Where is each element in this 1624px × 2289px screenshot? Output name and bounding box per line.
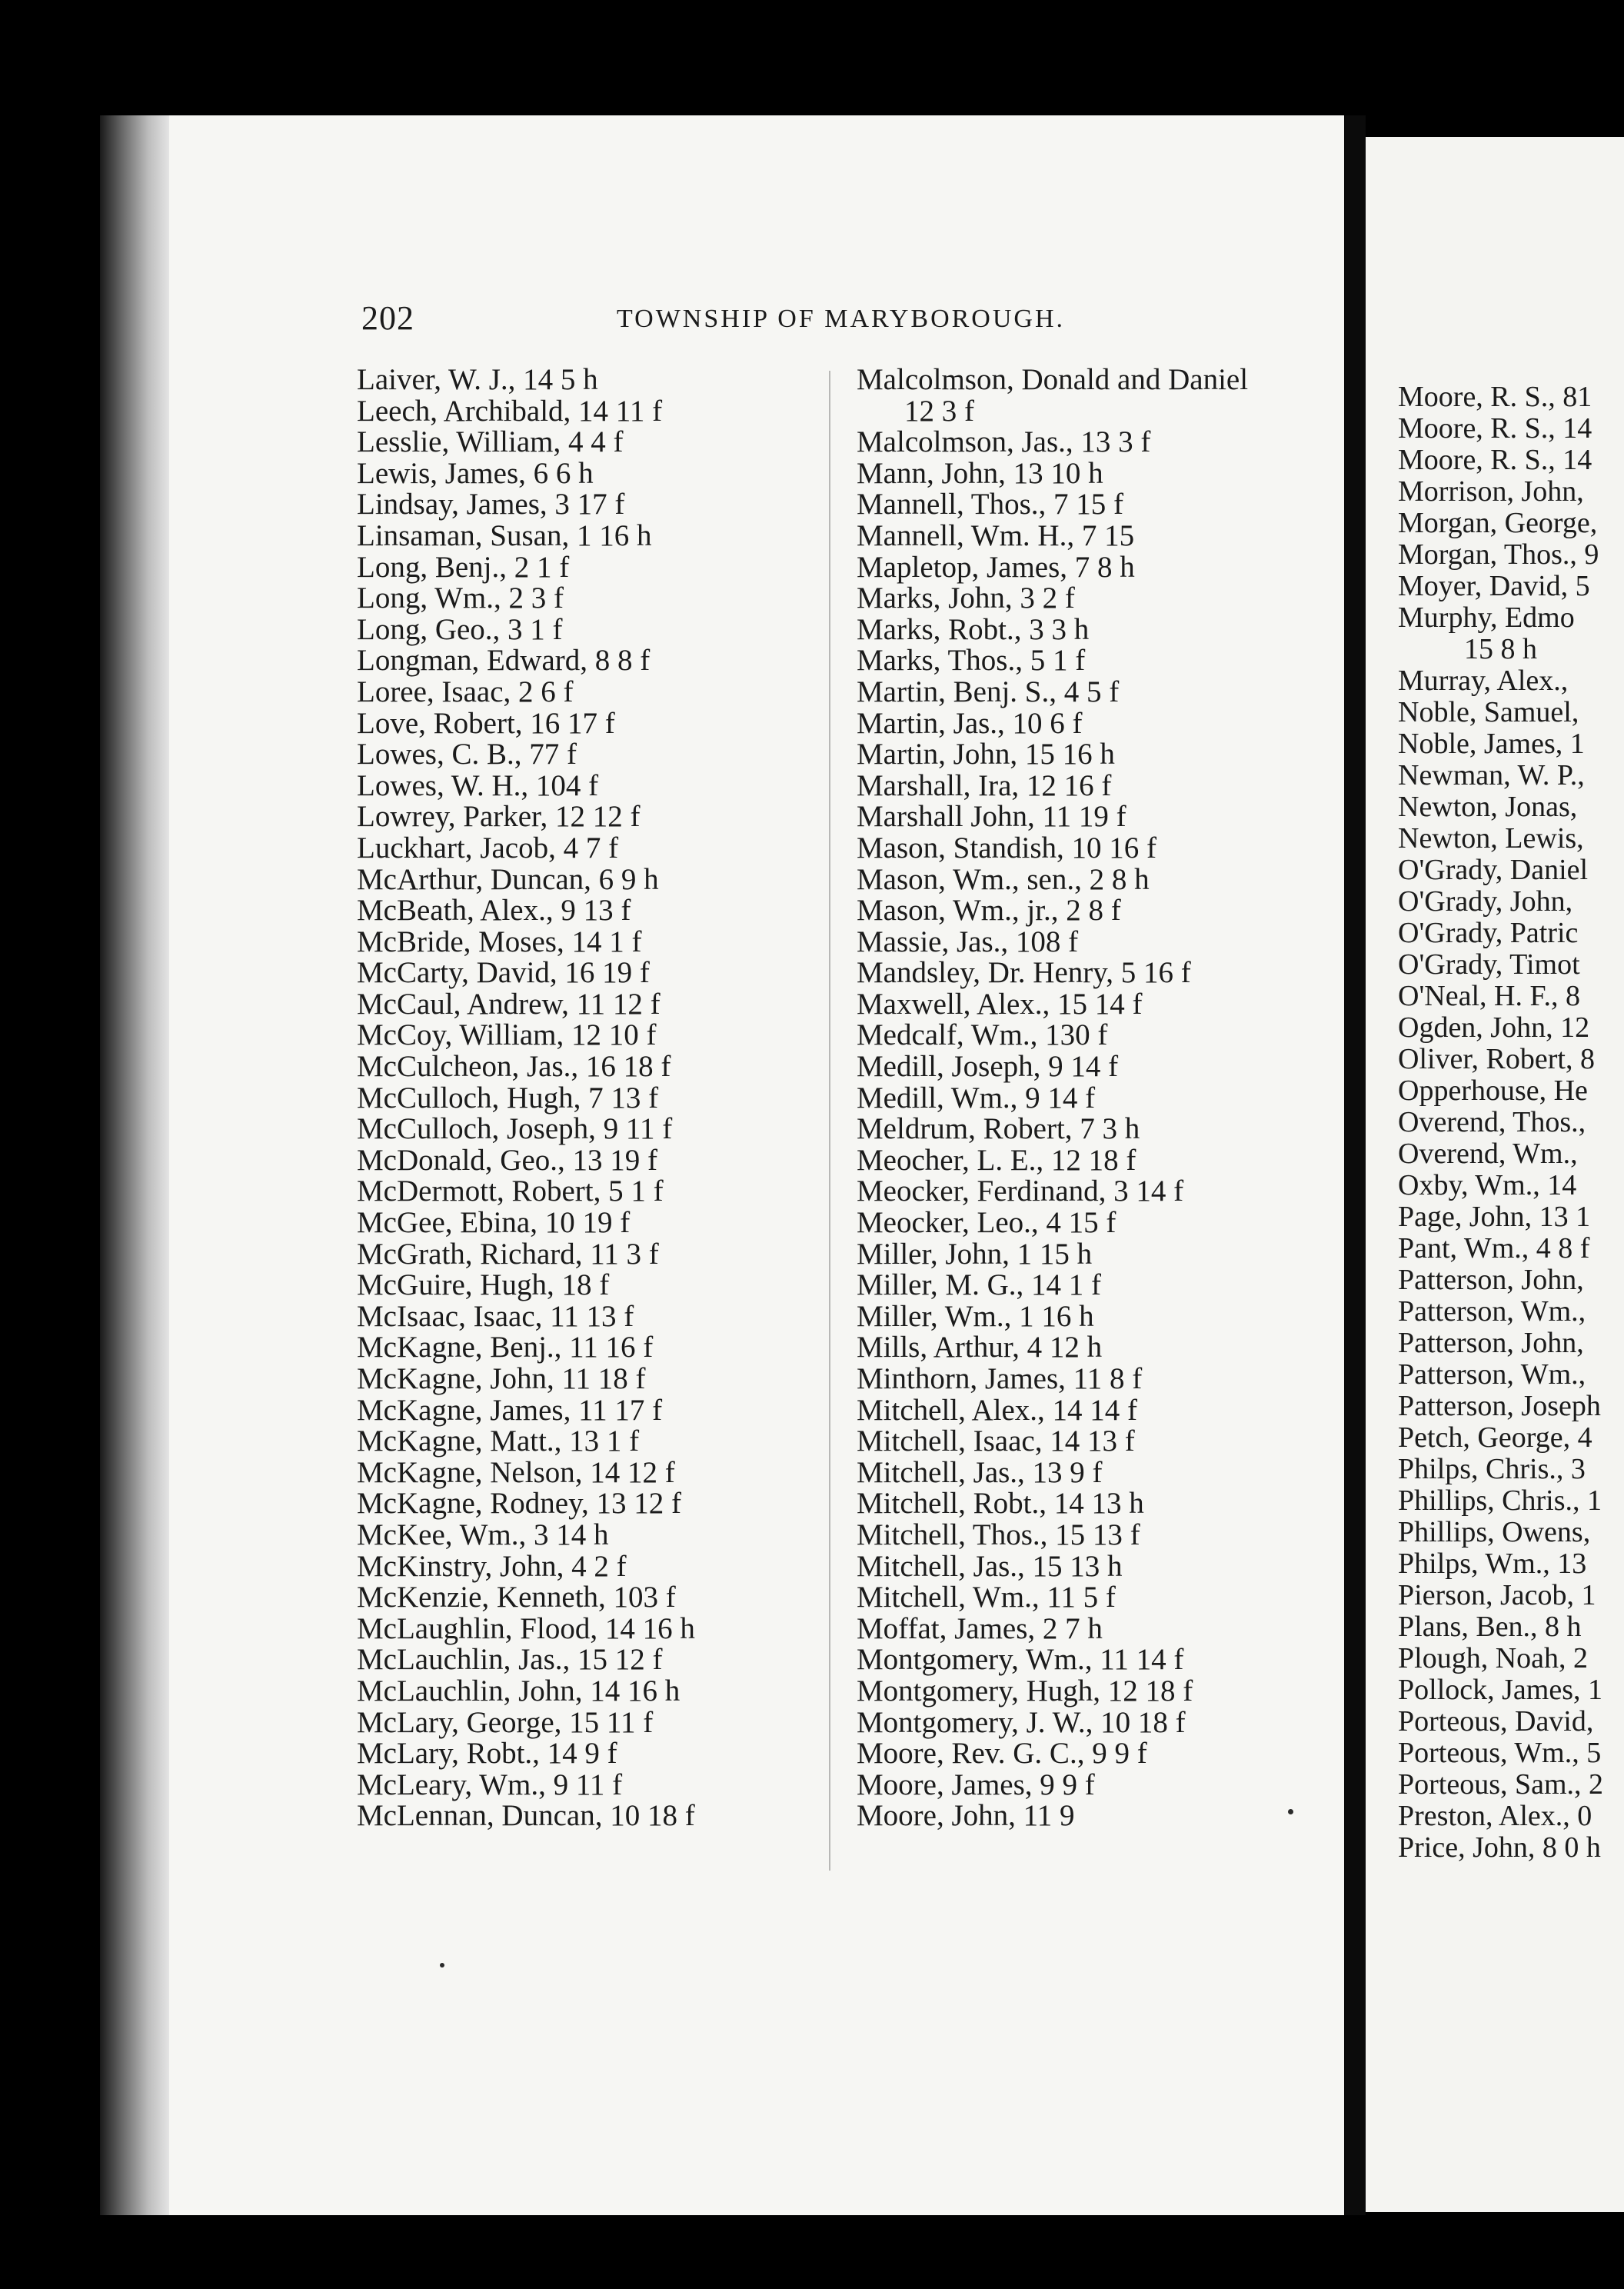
directory-entry: McKagne, John, 11 18 f: [357, 1362, 646, 1395]
directory-entry: Montgomery, Hugh, 12 18 f: [857, 1674, 1193, 1708]
column-divider: [829, 371, 830, 1871]
print-speck: [1288, 1809, 1293, 1814]
directory-entry: Mitchell, Thos., 15 13 f: [857, 1518, 1140, 1551]
directory-entry: Mitchell, Wm., 11 5 f: [857, 1581, 1116, 1614]
directory-entry: Pollock, James, 1: [1398, 1674, 1602, 1706]
directory-entry: Malcolmson, Donald and Daniel: [857, 363, 1249, 396]
directory-column-middle: [857, 365, 1248, 1832]
directory-entry: Luckhart, Jacob, 4 7 f: [357, 831, 619, 865]
directory-entry: O'Grady, John,: [1398, 885, 1573, 918]
directory-entry: Marks, John, 3 2 f: [857, 581, 1075, 615]
directory-entry: McGrath, Richard, 11 3 f: [357, 1237, 659, 1271]
directory-entry: Preston, Alex., 0: [1398, 1800, 1592, 1832]
directory-entry: Phillips, Owens,: [1398, 1516, 1591, 1548]
directory-column-right: [1398, 382, 1603, 1864]
directory-entry: Linsaman, Susan, 1 16 h: [357, 518, 652, 552]
directory-entry: Minthorn, James, 11 8 f: [857, 1362, 1143, 1395]
print-speck: [440, 1963, 444, 1967]
directory-entry: McLauchlin, John, 14 16 h: [357, 1674, 681, 1708]
directory-entry: Morgan, George,: [1398, 507, 1598, 539]
directory-entry: McLauchlin, Jas., 15 12 f: [357, 1643, 663, 1677]
directory-entry: McArthur, Duncan, 6 9 h: [357, 862, 659, 896]
directory-entry: Montgomery, J. W., 10 18 f: [857, 1705, 1186, 1739]
directory-entry: Moore, R. S., 14: [1398, 412, 1592, 445]
directory-entry: Oxby, Wm., 14: [1398, 1169, 1577, 1201]
directory-entry: Newton, Jonas,: [1398, 791, 1578, 823]
directory-entry: Philps, Chris., 3: [1398, 1453, 1586, 1485]
directory-entry: O'Grady, Timot: [1398, 948, 1580, 981]
directory-entry: McKagne, James, 11 17 f: [357, 1393, 663, 1427]
directory-entry: Price, John, 8 0 h: [1398, 1831, 1601, 1864]
directory-entry: Mitchell, Alex., 14 14 f: [857, 1393, 1138, 1427]
directory-entry: Noble, Samuel,: [1398, 696, 1579, 728]
directory-entry: Philps, Wm., 13: [1398, 1548, 1587, 1580]
directory-entry: McCarty, David, 16 19 f: [357, 956, 650, 990]
directory-entry: Patterson, John,: [1398, 1264, 1584, 1296]
directory-entry: McIsaac, Isaac, 11 13 f: [357, 1299, 634, 1333]
directory-entry: McCoy, William, 12 10 f: [357, 1018, 657, 1052]
directory-entry: Meocker, Ferdinand, 3 14 f: [857, 1174, 1184, 1208]
directory-entry: O'Grady, Patric: [1398, 917, 1579, 949]
directory-entry: Morrison, John,: [1398, 475, 1584, 508]
directory-entry: McLaughlin, Flood, 14 16 h: [357, 1611, 695, 1645]
directory-entry: Meocker, Leo., 4 15 f: [857, 1206, 1116, 1240]
directory-entry: McGee, Ebina, 10 19 f: [357, 1206, 631, 1240]
directory-entry: Moore, R. S., 81: [1398, 381, 1592, 413]
directory-entry: Mason, Wm., jr., 2 8 f: [857, 894, 1121, 928]
directory-entry: Overend, Wm.,: [1398, 1138, 1578, 1170]
directory-entry: Plans, Ben., 8 h: [1398, 1611, 1582, 1643]
page-number: 202: [361, 299, 414, 337]
directory-entry: Morgan, Thos., 9: [1398, 538, 1599, 571]
directory-entry: Porteous, David,: [1398, 1705, 1594, 1738]
directory-entry: O'Neal, H. F., 8: [1398, 980, 1581, 1012]
directory-entry: Martin, John, 15 16 h: [857, 738, 1115, 771]
directory-entry: Long, Wm., 2 3 f: [357, 581, 564, 615]
book-spine: [100, 115, 169, 2215]
directory-entry: Patterson, Wm.,: [1398, 1295, 1586, 1328]
directory-entry: Maxwell, Alex., 15 14 f: [857, 987, 1143, 1021]
directory-entry: Moore, James, 9 9 f: [857, 1768, 1095, 1801]
directory-entry: Mitchell, Jas., 13 9 f: [857, 1455, 1103, 1489]
directory-entry: Mitchell, Robt., 14 13 h: [857, 1487, 1144, 1521]
directory-entry: Miller, M. G., 14 1 f: [857, 1268, 1101, 1302]
directory-entry: Medill, Joseph, 9 14 f: [857, 1050, 1119, 1084]
directory-entry: Mannell, Thos., 7 15 f: [857, 488, 1124, 521]
directory-entry: Meldrum, Robert, 7 3 h: [857, 1112, 1140, 1146]
directory-entry: Lewis, James, 6 6 h: [357, 456, 594, 490]
directory-entry: Martin, Benj. S., 4 5 f: [857, 675, 1120, 708]
directory-entry: Mills, Arthur, 4 12 h: [857, 1331, 1103, 1364]
directory-entry: Massie, Jas., 108 f: [857, 925, 1079, 958]
directory-entry: Moore, Rev. G. C., 9 9 f: [857, 1737, 1147, 1771]
directory-entry: Lindsay, James, 3 17 f: [357, 488, 625, 521]
directory-entry: Lowes, C. B., 77 f: [357, 738, 577, 771]
directory-entry: Medill, Wm., 9 14 f: [857, 1081, 1096, 1115]
directory-entry: Pierson, Jacob, 1: [1398, 1579, 1596, 1611]
page-gutter: [1344, 115, 1366, 2215]
directory-entry: 15 8 h: [1464, 633, 1537, 665]
directory-entry: McLennan, Duncan, 10 18 f: [357, 1799, 695, 1833]
directory-entry: Mason, Wm., sen., 2 8 h: [857, 862, 1150, 896]
directory-entry: McLary, George, 15 11 f: [357, 1705, 654, 1739]
directory-entry: Page, John, 13 1: [1398, 1201, 1591, 1233]
directory-entry: Porteous, Wm., 5: [1398, 1737, 1602, 1769]
directory-entry: McCulcheon, Jas., 16 18 f: [357, 1050, 671, 1084]
directory-entry: McKee, Wm., 3 14 h: [357, 1518, 609, 1551]
directory-entry: Long, Benj., 2 1 f: [357, 550, 570, 584]
directory-entry: McKagne, Benj., 11 16 f: [357, 1331, 654, 1364]
directory-entry: Longman, Edward, 8 8 f: [357, 644, 651, 678]
directory-entry: McGuire, Hugh, 18 f: [357, 1268, 610, 1302]
directory-entry: Pant, Wm., 4 8 f: [1398, 1232, 1590, 1264]
directory-entry: McDermott, Robert, 5 1 f: [357, 1174, 664, 1208]
directory-entry: Meocher, L. E., 12 18 f: [857, 1143, 1136, 1177]
directory-entry: McCaul, Andrew, 11 12 f: [357, 987, 661, 1021]
directory-entry: McKagne, Rodney, 13 12 f: [357, 1487, 682, 1521]
directory-entry: Marshall John, 11 19 f: [857, 800, 1126, 834]
directory-entry: Oliver, Robert, 8: [1398, 1043, 1595, 1075]
directory-entry: Marks, Thos., 5 1 f: [857, 644, 1086, 678]
directory-entry: Lowes, W. H., 104 f: [357, 768, 599, 802]
directory-entry: Petch, George, 4: [1398, 1421, 1592, 1454]
directory-entry: Opperhouse, He: [1398, 1075, 1588, 1107]
directory-entry: Long, Geo., 3 1 f: [357, 612, 563, 646]
directory-entry: Patterson, Joseph: [1398, 1390, 1601, 1422]
directory-entry: Loree, Isaac, 2 6 f: [357, 675, 574, 708]
directory-entry: Newton, Lewis,: [1398, 822, 1584, 855]
directory-entry: Patterson, Wm.,: [1398, 1358, 1586, 1391]
directory-entry: Moore, John, 11 9: [857, 1799, 1075, 1833]
directory-entry: Patterson, John,: [1398, 1327, 1584, 1359]
directory-entry: Miller, Wm., 1 16 h: [857, 1299, 1094, 1333]
directory-entry: Mitchell, Jas., 15 13 h: [857, 1549, 1123, 1583]
directory-entry: Medcalf, Wm., 130 f: [857, 1018, 1108, 1052]
directory-entry: McCulloch, Hugh, 7 13 f: [357, 1081, 659, 1115]
directory-entry: McKinstry, John, 4 2 f: [357, 1549, 627, 1583]
directory-entry: Phillips, Chris., 1: [1398, 1484, 1602, 1517]
directory-entry: McKagne, Matt., 13 1 f: [357, 1424, 640, 1458]
directory-entry: 12 3 f: [904, 394, 974, 428]
directory-entry: Murphy, Edmo: [1398, 601, 1575, 634]
directory-entry: Mann, John, 13 10 h: [857, 456, 1103, 490]
directory-entry: Miller, John, 1 15 h: [857, 1237, 1093, 1271]
directory-entry: Noble, James, 1: [1398, 728, 1585, 760]
directory-entry: Moore, R. S., 14: [1398, 444, 1592, 476]
directory-entry: Love, Robert, 16 17 f: [357, 706, 615, 740]
running-head: TOWNSHIP OF MARYBOROUGH.: [617, 305, 1066, 333]
directory-entry: Laiver, W. J., 14 5 h: [357, 363, 598, 396]
directory-entry: McKagne, Nelson, 14 12 f: [357, 1455, 675, 1489]
directory-entry: Plough, Noah, 2: [1398, 1642, 1588, 1674]
directory-entry: Mandsley, Dr. Henry, 5 16 f: [857, 956, 1191, 990]
directory-entry: Murray, Alex.,: [1398, 665, 1569, 697]
directory-entry: Mannell, Wm. H., 7 15: [857, 518, 1135, 552]
directory-entry: Moyer, David, 5: [1398, 570, 1590, 602]
directory-column-left: [357, 365, 695, 1832]
directory-entry: Ogden, John, 12: [1398, 1011, 1590, 1044]
directory-entry: McLeary, Wm., 9 11 f: [357, 1768, 623, 1801]
directory-entry: Mason, Standish, 10 16 f: [857, 831, 1156, 865]
directory-entry: Marshall, Ira, 12 16 f: [857, 768, 1112, 802]
directory-entry: McKenzie, Kenneth, 103 f: [357, 1581, 676, 1614]
directory-entry: McBride, Moses, 14 1 f: [357, 925, 642, 958]
directory-entry: McDonald, Geo., 13 19 f: [357, 1143, 658, 1177]
directory-entry: Leech, Archibald, 14 11 f: [357, 394, 663, 428]
directory-entry: Marks, Robt., 3 3 h: [857, 612, 1090, 646]
directory-entry: Mitchell, Isaac, 14 13 f: [857, 1424, 1135, 1458]
directory-entry: McCulloch, Joseph, 9 11 f: [357, 1112, 673, 1146]
directory-entry: Lowrey, Parker, 12 12 f: [357, 800, 641, 834]
directory-entry: McBeath, Alex., 9 13 f: [357, 894, 631, 928]
directory-entry: Lesslie, William, 4 4 f: [357, 425, 624, 459]
directory-entry: Martin, Jas., 10 6 f: [857, 706, 1083, 740]
directory-entry: O'Grady, Daniel: [1398, 854, 1589, 886]
directory-entry: Montgomery, Wm., 11 14 f: [857, 1643, 1184, 1677]
directory-entry: McLary, Robt., 14 9 f: [357, 1737, 617, 1771]
directory-entry: Malcolmson, Jas., 13 3 f: [857, 425, 1151, 459]
directory-entry: Mapletop, James, 7 8 h: [857, 550, 1135, 584]
directory-entry: Porteous, Sam., 2: [1398, 1768, 1604, 1801]
directory-entry: Moffat, James, 2 7 h: [857, 1611, 1103, 1645]
directory-entry: Overend, Thos.,: [1398, 1106, 1586, 1138]
directory-entry: Newman, W. P.,: [1398, 759, 1585, 791]
